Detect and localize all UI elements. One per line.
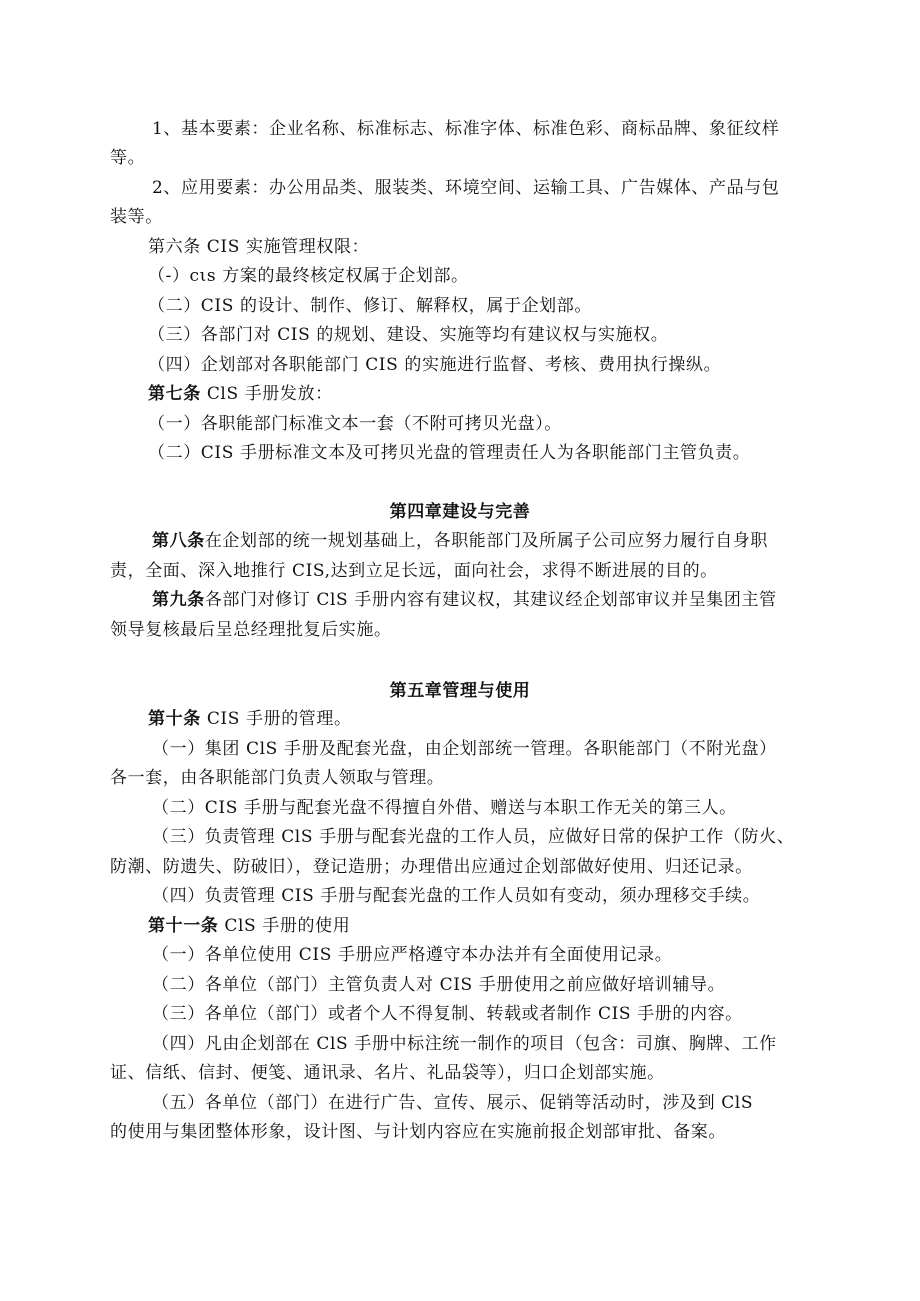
list-item: （二）各单位（部门）主管负责人对 CIS 手册使用之前应做好培训辅导。: [152, 975, 726, 995]
paragraph-line: 等。: [110, 148, 146, 168]
list-item: （三）各部门对 CIS 的规划、建设、实施等均有建议权与实施权。: [148, 325, 669, 345]
article-number: 第八条: [152, 531, 205, 551]
article-line: 第六条 CIS 实施管理权限：: [148, 237, 370, 257]
article-text: CIS 手册的管理。: [200, 709, 352, 729]
article-text: 各部门对修订 ClS 手册内容有建议权，其建议经企划部审议并呈集团主管: [204, 590, 777, 610]
article-line: [152, 531, 768, 551]
article-line: [152, 590, 777, 610]
list-item: （三）负责管理 ClS 手册与配套光盘的工作人员，应做好日常的保护工作（防火、: [152, 827, 795, 847]
paragraph-line: 责，全面、深入地推行 CIS,达到立足长远，面向社会，求得不断进展的目的。: [110, 561, 718, 581]
article-number: 第十一条: [148, 916, 219, 936]
paragraph-line: 证、信纸、信封、便笺、通讯录、名片、礼品袋等），归口企划部实施。: [110, 1063, 665, 1083]
list-item: （一）集团 ClS 手册及配套光盘，由企划部统一管理。各职能部门（不附光盘）: [152, 739, 777, 759]
list-item: （-）cιs 方案的最终核定权属于企划部。: [148, 266, 469, 286]
list-item: （四）企划部对各职能部门 CIS 的实施进行监督、考核、费用执行操纵。: [148, 355, 722, 375]
article-number: 第九条: [152, 590, 205, 610]
article-number: 第七条: [148, 384, 201, 404]
chapter-heading: 第四章建设与完善: [389, 502, 531, 522]
list-item: （四）负责管理 CIS 手册与配套光盘的工作人员如有变动，须办理移交手续。: [152, 886, 761, 906]
list-item: （一）各职能部门标准文本一套（不附可拷贝光盘）。: [148, 414, 562, 434]
list-item: （一）各单位使用 CIS 手册应严格遵守本办法并有全面使用记录。: [152, 945, 673, 965]
chapter-heading: 第五章管理与使用: [389, 681, 531, 701]
paragraph-line: 装等。: [110, 207, 163, 227]
list-item: （二）CIS 的设计、制作、修订、解释权，属于企划部。: [148, 296, 592, 316]
list-item: （三）各单位（部门）或者个人不得复制、转载或者制作 CIS 手册的内容。: [152, 1004, 743, 1024]
paragraph-line: 的使用与集团整体形象，设计图、与计划内容应在实施前报企划部审批、备案。: [110, 1122, 726, 1142]
article-number: 第十条: [148, 709, 201, 729]
paragraph-line: 防潮、防遗失、防破旧），登记造册；办理借出应通过企划部做好使用、归还记录。: [110, 857, 753, 877]
list-item: （二）CIS 手册与配套光盘不得擅自外借、赠送与本职工作无关的第三人。: [152, 798, 737, 818]
list-item: （四）凡由企划部在 ClS 手册中标注统一制作的项目（包含：司旗、胸牌、工作: [152, 1034, 777, 1054]
paragraph-line: 2、应用要素：办公用品类、服装类、环境空间、运输工具、广告媒体、产品与包: [152, 178, 780, 198]
article-text: 在企划部的统一规划基础上，各职能部门及所属子公司应努力履行自身职: [204, 531, 769, 551]
article-text: ClS 手册发放：: [200, 384, 333, 404]
paragraph-line: 领导复核最后呈总经理批复后实施。: [110, 620, 392, 640]
article-line: [148, 709, 352, 729]
list-item: （五）各单位（部门）在进行广告、宣传、展示、促销等活动时，涉及到 ClS: [152, 1093, 754, 1113]
paragraph-line: 各一套，由各职能部门负责人领取与管理。: [110, 768, 445, 788]
article-line: [148, 384, 333, 404]
article-line: [148, 916, 350, 936]
list-item: （二）CIS 手册标准文本及可拷贝光盘的管理责任人为各职能部门主管负责。: [148, 443, 751, 463]
paragraph-line: 1、基本要素：企业名称、标准标志、标准字体、标准色彩、商标品牌、象征纹样: [152, 119, 780, 139]
article-text: ClS 手册的使用: [218, 916, 351, 936]
